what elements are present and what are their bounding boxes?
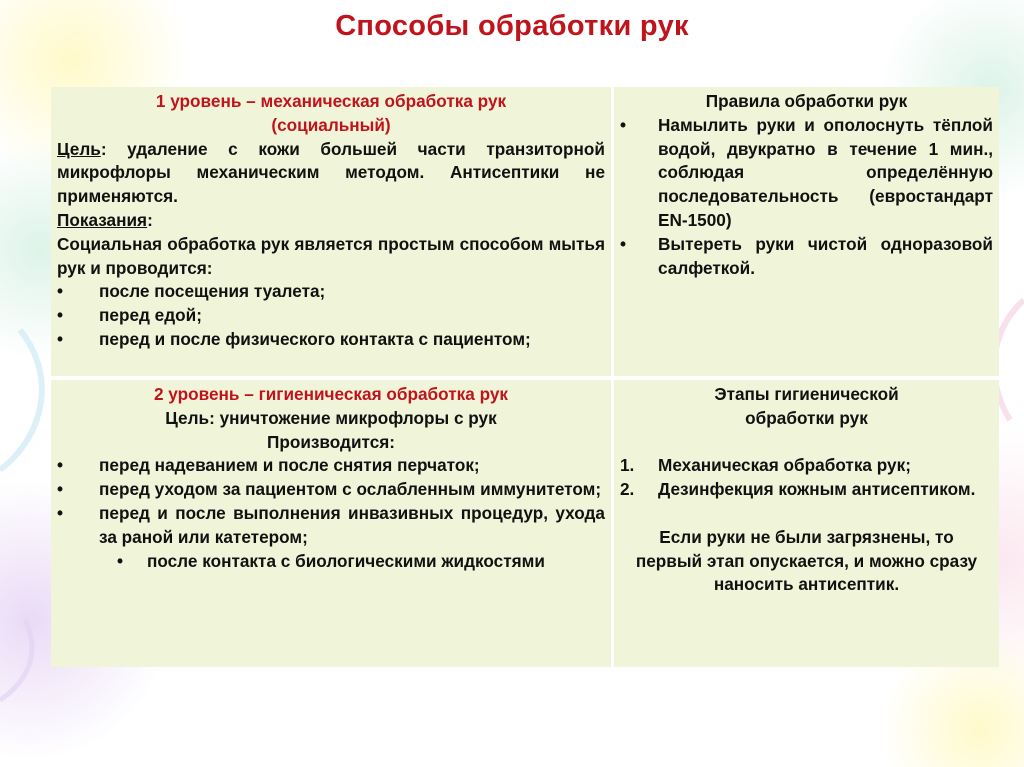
list-item	[57, 478, 605, 502]
bullet-marker: •	[620, 233, 627, 254]
level1-intro: Социальная обработка рук является простым способом мытья рук и проводится:	[57, 233, 605, 278]
rules-heading: Правила обработки рук	[705, 91, 908, 111]
stages-cell	[614, 380, 999, 667]
hand-treatment-table	[51, 87, 999, 667]
goal-label: Цель	[57, 138, 101, 159]
list-item-text: перед едой;	[99, 305, 202, 326]
level2-heading: 2 уровень – гигиеническая обработка рук	[153, 384, 509, 404]
stages-heading: Этапы гигиенической	[714, 384, 899, 404]
level1-subheading: (социальный)	[271, 114, 391, 135]
table-row	[51, 380, 999, 667]
level1-indications	[57, 209, 605, 233]
stages-note: Если руки не были загрязнены, то первый этап опускается, и можно сразу наносить антисептик.	[635, 526, 978, 595]
list-item	[57, 550, 605, 574]
bullet-marker: •	[117, 550, 124, 571]
bullet-marker: •	[57, 502, 64, 523]
stages-subheading: обработки рук	[745, 407, 868, 428]
list-item	[620, 114, 993, 233]
list-item	[57, 280, 605, 304]
level1-goal	[57, 138, 605, 209]
level2-performed: Производится:	[266, 431, 396, 452]
list-item	[57, 502, 605, 550]
bullet-marker: •	[57, 281, 64, 302]
list-item-text: Механическая обработка рук;	[658, 455, 911, 476]
list-item-text: Вытереть руки чистой одноразовой салфеткой.	[658, 233, 993, 278]
level2-cell	[51, 380, 614, 667]
level2-goal: Цель: уничтожение микрофлоры с рук	[165, 407, 497, 428]
list-item-text: после контакта с биологическими жидкостями	[146, 550, 545, 571]
indications-colon: :	[147, 209, 153, 230]
list-number: 2.	[620, 479, 635, 500]
bullet-marker: •	[57, 328, 64, 349]
list-item-text: перед и после выполнения инвазивных процедур, ухода за раной или катетером;	[99, 502, 605, 547]
list-item-text: перед надеванием и после снятия перчаток;	[99, 455, 480, 476]
level1-cell	[51, 87, 614, 380]
list-item	[620, 478, 993, 502]
list-item-text: Намылить руки и ополоснуть тёплой водой, двукратно в течение 1 мин., соблюдая определённую последовательность (евростандарт EN-1500)	[658, 114, 993, 230]
list-item	[620, 454, 993, 478]
list-item	[57, 328, 605, 352]
table-row	[51, 87, 999, 380]
list-item-text: перед и после физического контакта с пациентом;	[99, 328, 531, 349]
list-item-text: Дезинфекция кожным антисептиком.	[658, 479, 976, 500]
list-item	[57, 304, 605, 328]
list-item-text: перед уходом за пациентом с ослабленным иммунитетом;	[99, 479, 602, 500]
bullet-marker: •	[57, 305, 64, 326]
goal-text: : удаление с кожи большей части транзиторной микрофлоры механическим методом. Антисептики не применяются.	[57, 138, 605, 207]
list-number: 1.	[620, 455, 635, 476]
indications-label: Показания	[57, 209, 148, 230]
bullet-marker: •	[57, 479, 64, 500]
page-title: Способы обработки рук	[335, 10, 689, 42]
level1-heading: 1 уровень – механическая обработка рук	[155, 91, 507, 111]
rules-cell	[614, 87, 999, 380]
bullet-marker: •	[57, 455, 64, 476]
list-item-text: после посещения туалета;	[99, 281, 326, 302]
list-item	[57, 454, 605, 478]
list-item	[620, 233, 993, 281]
bullet-marker: •	[620, 114, 627, 135]
